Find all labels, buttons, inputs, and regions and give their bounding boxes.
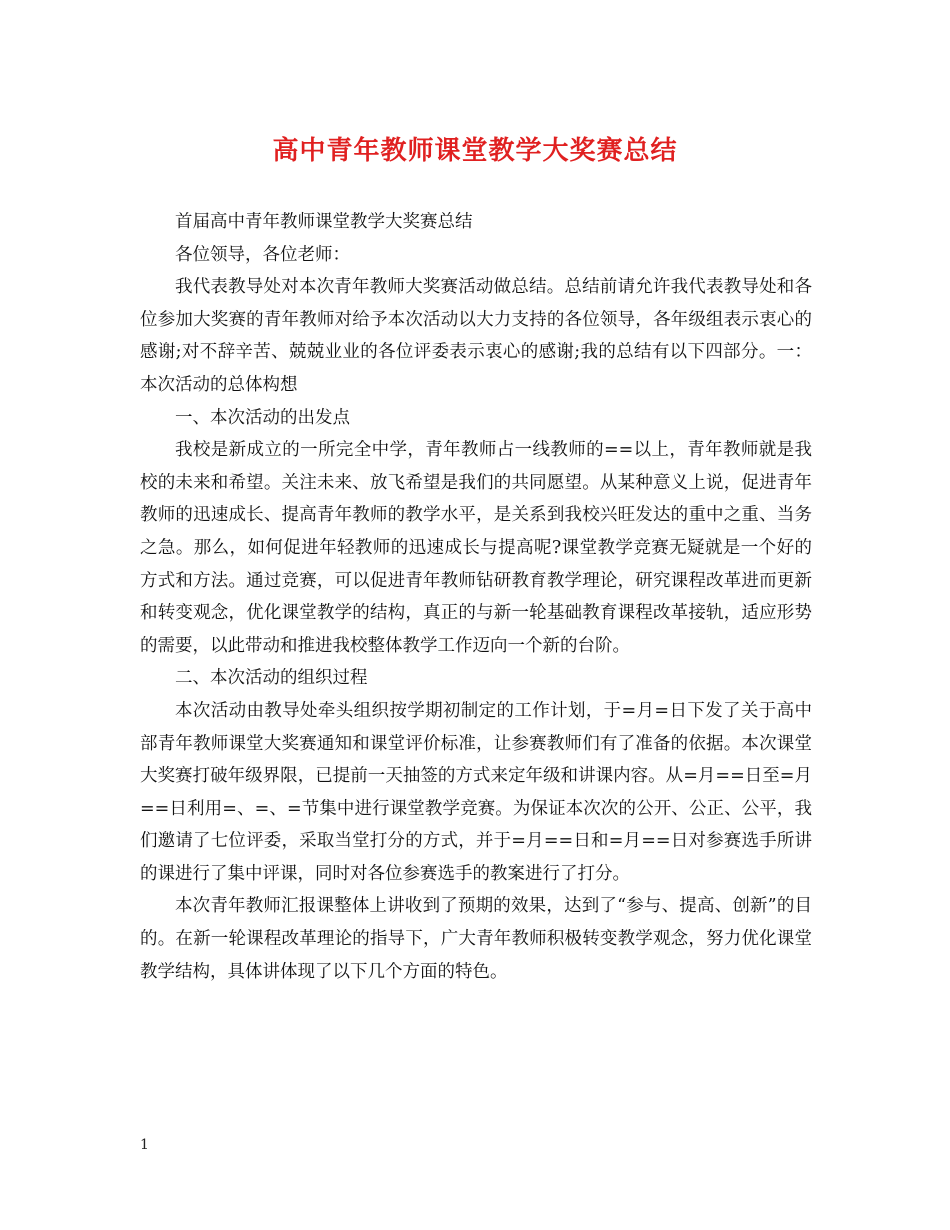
- paragraph: 本次活动由教导处牵头组织按学期初制定的工作计划，于=月=日下发了关于高中部青年教师课堂大奖赛通知和课堂评价标准，让参赛教师们有了准备的依据。本次课堂大奖赛打破年级界限，已提前一天抽签的方式来定年级和讲课内容。从=月==日至=月==日利用=、=、=节集中进行课堂教学竞赛。为保证本次次的公开、公正、公平，我们邀请了七位评委，采取当堂打分的方式，并于=月==日和=月==日对参赛选手所讲的课进行了集中评课，同时对各位参赛选手的教案进行了打分。: [140, 700, 812, 884]
- page-number: 1: [140, 1137, 149, 1153]
- paragraph: 我代表教导处对本次青年教师大奖赛活动做总结。总结前请允许我代表教导处和各位参加大奖赛的青年教师对给予本次活动以大力支持的各位领导，各年级组表示衷心的感谢;对不辞辛苦、兢兢业业的各位评委表示衷心的感谢;我的总结有以下四部分。一：本次活动的总体构想: [140, 277, 812, 395]
- paragraph: 一、本次活动的出发点: [175, 407, 350, 428]
- document-body: [140, 206, 812, 988]
- paragraph: 首届高中青年教师课堂教学大奖赛总结: [175, 212, 473, 232]
- paragraph: 二、本次活动的组织过程: [175, 668, 368, 689]
- paragraph: 各位领导，各位老师：: [175, 244, 350, 265]
- document-title: 高中青年教师课堂教学大奖赛总结: [272, 136, 678, 166]
- paragraph: 本次青年教师汇报课整体上讲收到了预期的效果，达到了“参与、提高、创新”的目的。在新一轮课程改革理论的指导下，广大青年教师积极转变教学观念，努力优化课堂教学结构，具体讲体现了以下几个方面的特色。: [140, 896, 812, 982]
- paragraph: 我校是新成立的一所完全中学，青年教师占一线教师的==以上，青年教师就是我校的未来和希望。关注未来、放飞希望是我们的共同愿望。从某种意义上说，促进青年教师的迅速成长、提高青年教师的教学水平，是关系到我校兴旺发达的重中之重、当务之急。那么，如何促进年轻教师的迅速成长与提高呢?课堂教学竞赛无疑就是一个好的方式和方法。通过竞赛，可以促进青年教师钻研教育教学理论，研究课程改革进而更新和转变观念，优化课堂教学的结构，真正的与新一轮基础教育课程改革接轨，适应形势的需要，以此带动和推进我校整体教学工作迈向一个新的台阶。: [140, 440, 812, 656]
